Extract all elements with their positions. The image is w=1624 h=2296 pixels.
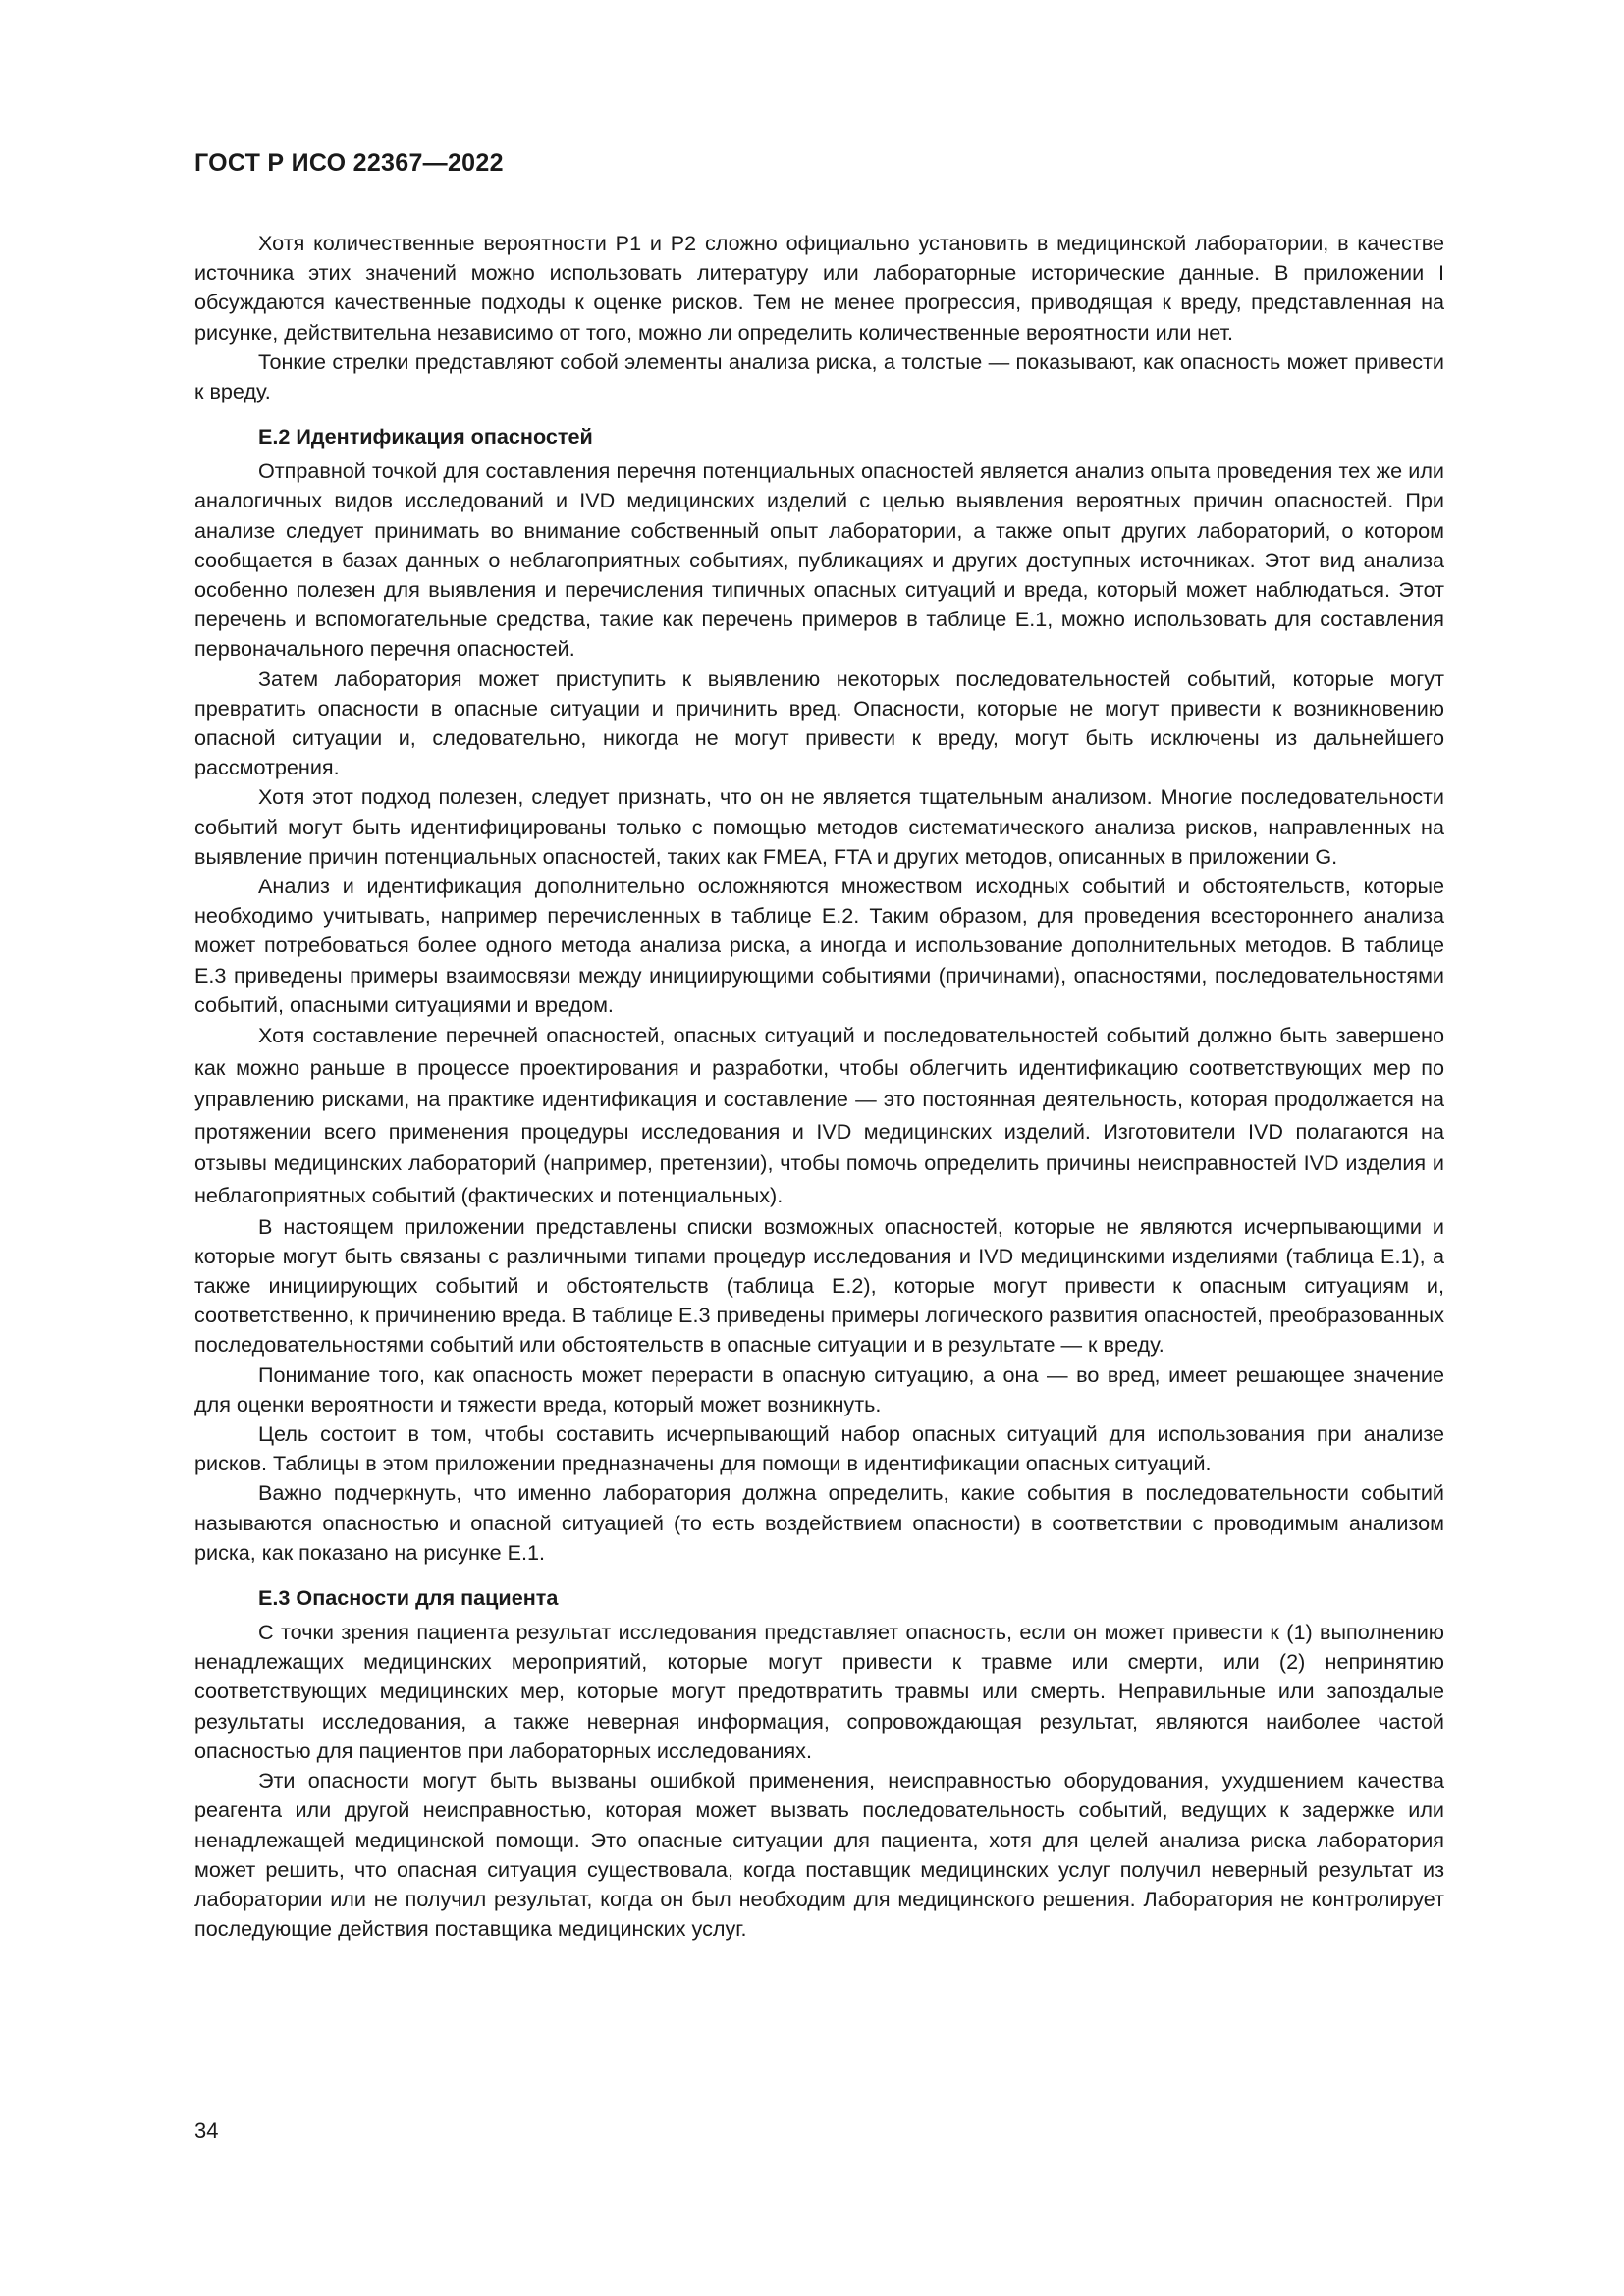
section-heading-e2: Е.2 Идентификация опасностей	[258, 424, 593, 450]
intro-paragraph-2: Тонкие стрелки представляют собой элементы анализа риска, а толстые — показывают, как опасность может привести к вреду.	[194, 348, 1444, 404]
section-heading-e3: Е.3 Опасности для пациента	[258, 1585, 559, 1611]
document-page	[194, 147, 1444, 1944]
e2-paragraph-5: Хотя составление перечней опасностей, опасных ситуаций и последовательностей событий должно быть завершено как можно раньше в процессе проектирования и разработки, чтобы облегчить идентификацию соответствующих мер по управлению рисками, на практике идентификация и составление — это постоянная деятельность, которая продолжается на протяжении всего применения процедуры исследования и IVD медицинских изделий. Изготовители IVD полагаются на отзывы медицинских лабораторий (например, претензии), чтобы помочь определить причины неисправностей IVD изделия и неблагоприятных событий (фактических и потенциальных).	[194, 1023, 1444, 1208]
page-number: 34	[194, 2118, 219, 2143]
e2-paragraph-6: В настоящем приложении представлены списки возможных опасностей, которые не являются исчерпывающими и которые могут быть связаны с различными типами процедур исследования и IVD медицинскими изделиями (таблица Е.1), а также инициирующих событий и обстоятельств (таблица Е.2), которые могут привести к опасным ситуациям и, соответственно, к причинению вреда. В таблице Е.3 приведены примеры логического развития опасностей, преобразованных последовательностями событий или обстоятельств в опасные ситуации и в результате — к вреду.	[194, 1213, 1444, 1358]
e2-paragraph-8: Цель состоит в том, чтобы составить исчерпывающий набор опасных ситуаций для использования при анализе рисков. Таблицы в этом приложении предназначены для помощи в идентификации опасных ситуаций.	[194, 1421, 1444, 1476]
e3-paragraph-2: Эти опасности могут быть вызваны ошибкой применения, неисправностью оборудования, ухудшением качества реагента или другой неисправностью, которая может вызвать последовательность событий, ведущих к задержке или ненадлежащей медицинской помощи. Это опасные ситуации для пациента, хотя для целей анализа риска лаборатория может решить, что опасная ситуация существовала, когда поставщик медицинских услуг получил неверный результат из лаборатории или не получил результат, когда он был необходим для медицинского решения. Лаборатория не контролирует последующие действия поставщика медицинских услуг.	[194, 1768, 1444, 1942]
e3-paragraph-1: С точки зрения пациента результат исследования представляет опасность, если он может привести к (1) выполнению ненадлежащих медицинских мероприятий, которые могут привести к травме или смерти, или (2) непринятию соответствующих медицинских мер, которые могут предотвратить травмы или смерть. Неправильные или запоздалые результаты исследования, а также неверная информация, сопровождающая результат, являются наиболее частой опасностью для пациентов при лабораторных исследованиях.	[194, 1620, 1444, 1763]
e2-paragraph-9: Важно подчеркнуть, что именно лаборатория должна определить, какие события в последовательности событий называются опасностью и опасной ситуацией (то есть воздействием опасности) в соответствии с проводимым анализом риска, как показано на рисунке Е.1.	[194, 1480, 1444, 1565]
document-header: ГОСТ Р ИСО 22367—2022	[194, 149, 504, 177]
intro-paragraph-1: Хотя количественные вероятности P1 и P2 сложно официально установить в медицинской лаборатории, в качестве источника этих значений можно использовать литературу или лабораторные исторические данные. В приложении I обсуждаются качественные подходы к оценке рисков. Тем не менее прогрессия, приводящая к вреду, представленная на рисунке, действительна независимо от того, можно ли определить количественные вероятности или нет.	[194, 231, 1444, 345]
e2-paragraph-2: Затем лаборатория может приступить к выявлению некоторых последовательностей событий, которые могут превратить опасности в опасные ситуации и причинить вред. Опасности, которые не могут привести к возникновению опасной ситуации и, следовательно, никогда не могут привести к вреду, могут быть исключены из дальнейшего рассмотрения.	[194, 666, 1444, 780]
e2-paragraph-7: Понимание того, как опасность может перерасти в опасную ситуацию, а она — во вред, имеет решающее значение для оценки вероятности и тяжести вреда, который может возникнуть.	[194, 1362, 1444, 1416]
e2-paragraph-4: Анализ и идентификация дополнительно осложняются множеством исходных событий и обстоятельств, которые необходимо учитывать, например перечисленных в таблице Е.2. Таким образом, для проведения всестороннего анализа может потребоваться более одного метода анализа риска, а иногда и использование дополнительных методов. В таблице Е.3 приведены примеры взаимосвязи между инициирующими событиями (причинами), опасностями, последовательностями событий, опасными ситуациями и вредом.	[194, 874, 1444, 1017]
e2-paragraph-1: Отправной точкой для составления перечня потенциальных опасностей является анализ опыта проведения тех же или аналогичных видов исследований и IVD медицинских изделий с целью выявления вероятных причин опасностей. При анализе следует принимать во внимание собственный опыт лаборатории, а также опыт других лабораторий, о котором сообщается в базах данных о неблагоприятных событиях, публикациях и других доступных источниках. Этот вид анализа особенно полезен для выявления и перечисления типичных опасных ситуаций и вреда, который может наблюдаться. Этот перечень и вспомогательные средства, такие как перечень примеров в таблице Е.1, можно использовать для составления первоначального перечня опасностей.	[194, 458, 1444, 662]
e2-paragraph-3: Хотя этот подход полезен, следует признать, что он не является тщательным анализом. Многие последовательности событий могут быть идентифицированы только с помощью методов систематического анализа рисков, направленных на выявление причин потенциальных опасностей, таких как FMEA, FTA и других методов, описанных в приложении G.	[194, 784, 1444, 869]
